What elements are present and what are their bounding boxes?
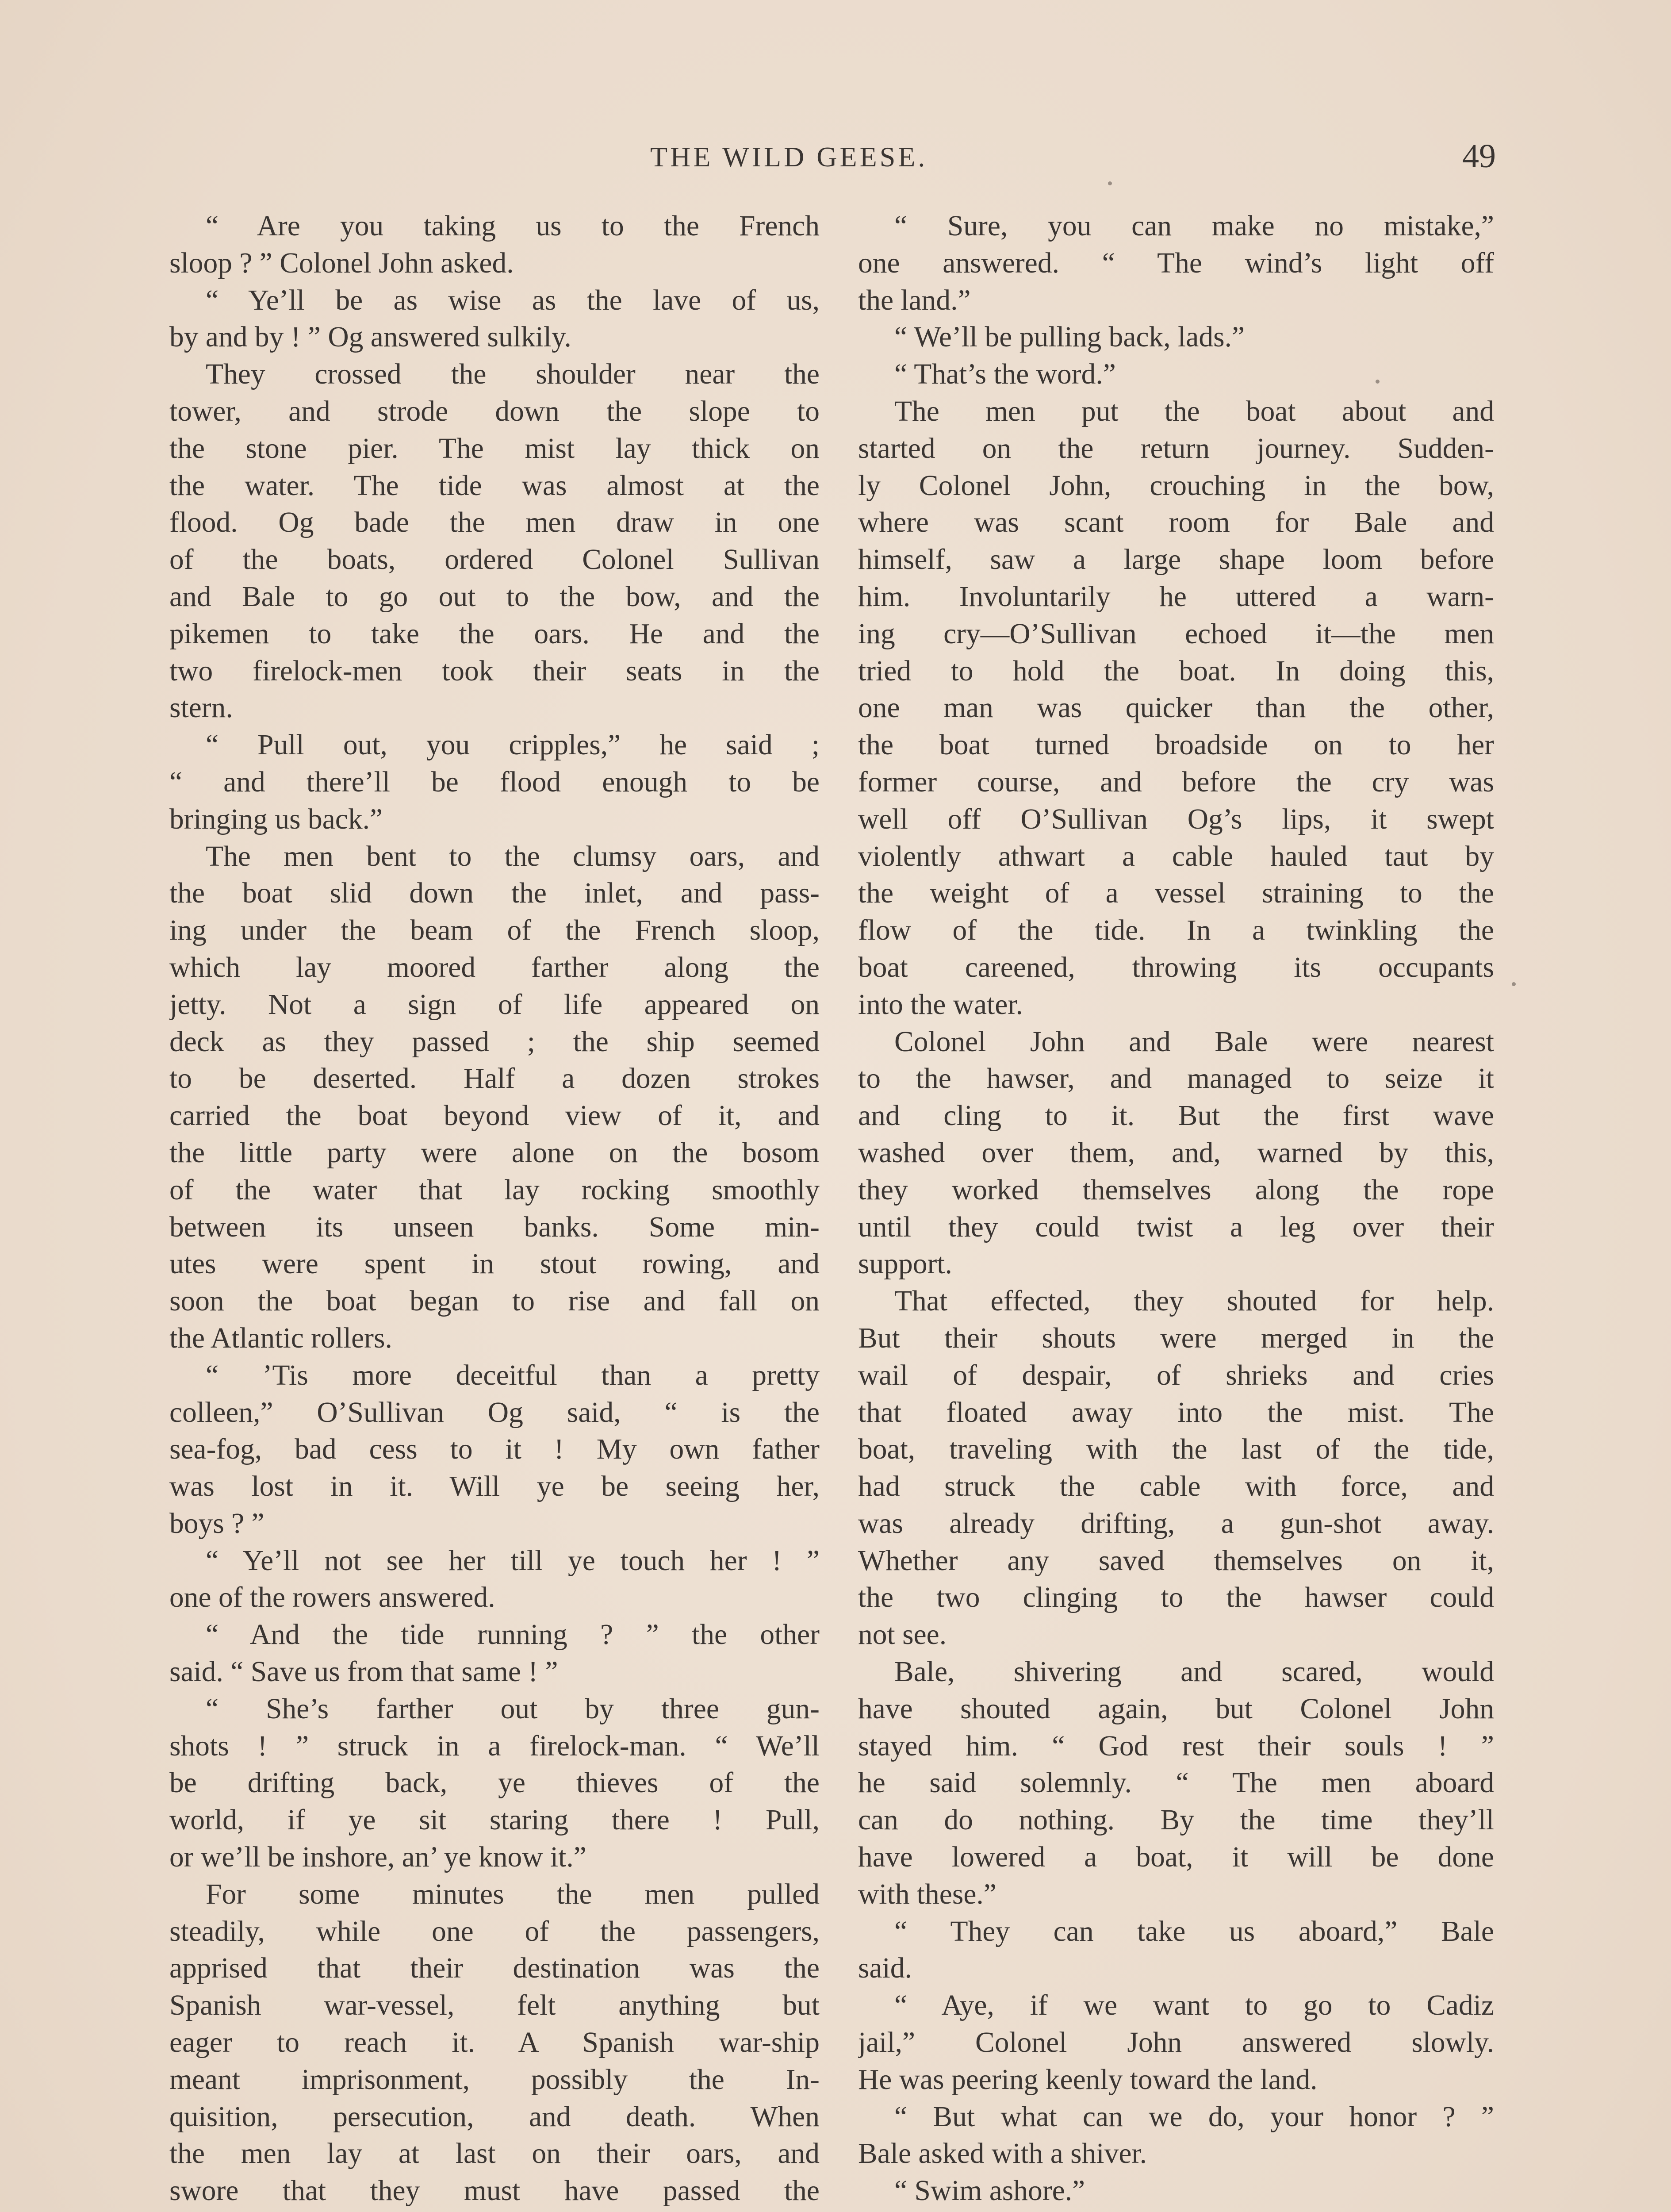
right-column-text-line: He was peering keenly toward the land. — [858, 2063, 1318, 2096]
right-column-text-line: “ They can take us aboard,” Bale — [894, 1915, 1494, 1947]
right-column-text-line: well off O’Sullivan Og’s lips, it swept — [858, 803, 1494, 835]
right-column-text-line: “ We’ll be pulling back, lads.” — [894, 321, 1245, 353]
right-column-text-line: stayed him. “ God rest their souls ! ” — [858, 1730, 1494, 1762]
right-column-text-line — [858, 2210, 1494, 2212]
left-column-text-line: “ Are you taking us to the French — [206, 210, 820, 242]
text-column-right — [858, 208, 1494, 2212]
right-column-text-line: “ That’s the word.” — [894, 358, 1116, 391]
left-column-text-line: be drifting back, ye thieves of the — [169, 1767, 820, 1799]
running-title: THE WILD GEESE. — [650, 141, 928, 173]
left-column-text-line: world, if ye sit staring there ! Pull, — [169, 1804, 820, 1836]
text-column-left — [169, 208, 820, 2212]
right-column-text-line: wail of despair, of shrieks and cries — [858, 1359, 1494, 1391]
left-column-text-line: sloop ? ” Colonel John asked. — [169, 247, 514, 279]
left-column-text-line: the boat slid down the inlet, and pass- — [169, 877, 820, 910]
left-column-text-line: sea-fog, bad cess to it ! My own father — [169, 1433, 820, 1466]
left-column-text-line: quisition, persecution, and death. When — [169, 2101, 820, 2133]
right-column-text-line: had struck the cable with force, and — [858, 1471, 1494, 1503]
right-column-text-line: “ But what can we do, your honor ? ” — [894, 2101, 1494, 2133]
left-column-text-line: boys ? ” — [169, 1507, 264, 1540]
right-column-text-line: ing cry—O’Sullivan echoed it—the men — [858, 618, 1494, 650]
left-column-text-line: was lost in it. Will ye be seeing her, — [169, 1471, 820, 1503]
left-column-text-line: one of the rowers answered. — [169, 1582, 495, 1614]
left-column-text-line: which lay moored farther along the — [169, 951, 820, 983]
left-column-text-line: tower, and strode down the slope to — [169, 395, 820, 427]
left-column-text-line: “ ’Tis more deceitful than a pretty — [206, 1359, 820, 1391]
left-column-text-line: said. “ Save us from that same ! ” — [169, 1656, 558, 1688]
right-column-text-line: “ Aye, if we want to go to Cadiz — [894, 1989, 1494, 2022]
right-column-text-line: Colonel John and Bale were nearest — [894, 1025, 1494, 1058]
right-column-text-line: boat careened, throwing its occupants — [858, 951, 1494, 983]
right-column-text-line: was already drifting, a gun-shot away. — [858, 1507, 1494, 1540]
left-column-text-line: by and by ! ” Og answered sulkily. — [169, 321, 571, 353]
left-column-text-line: “ She’s farther out by three gun- — [206, 1693, 820, 1725]
right-column-text-line: he said solemnly. “ The men aboard — [858, 1767, 1494, 1799]
right-column-text-line: said. — [858, 1952, 912, 1985]
left-column-text-line: steadily, while one of the passengers, — [169, 1915, 820, 1947]
print-speck — [1512, 982, 1516, 986]
right-column-text-line: “ Swim ashore.” — [894, 2175, 1085, 2207]
right-column-text-line: washed over them, and, warned by this, — [858, 1137, 1494, 1169]
right-column-text-line: him. Involuntarily he uttered a warn- — [858, 580, 1494, 613]
right-column-text-line: one man was quicker than the other, — [858, 692, 1494, 724]
left-column-text-line: “ Pull out, you cripples,” he said ; — [206, 729, 820, 761]
right-column-text-line: That effected, they shouted for help. — [894, 1285, 1494, 1317]
left-column-text-line: stern. — [169, 692, 233, 724]
left-column-text-line — [169, 2210, 820, 2212]
right-column-text-line: one answered. “ The wind’s light off — [858, 247, 1494, 279]
left-column-text-line: ing under the beam of the French sloop, — [169, 914, 820, 947]
left-column-text-line: apprised that their destination was the — [169, 1952, 820, 1985]
left-column-text-line: meant imprisonment, possibly the In- — [169, 2063, 820, 2096]
left-column-text-line: the Atlantic rollers. — [169, 1322, 392, 1354]
left-column-text-line: colleen,” O’Sullivan Og said, “ is the — [169, 1396, 820, 1429]
left-column-text-line: shots ! ” struck in a firelock-man. “ We’ll — [169, 1730, 820, 1762]
left-column-text-line: The men bent to the clumsy oars, and — [206, 840, 820, 872]
left-column-text-line: the water. The tide was almost at the — [169, 469, 820, 502]
right-column-text-line: until they could twist a leg over their — [858, 1211, 1494, 1243]
left-column-text-line: swore that they must have passed the — [169, 2175, 820, 2207]
right-column-text-line: The men put the boat about and — [894, 395, 1494, 427]
right-column-text-line: Whether any saved themselves on it, — [858, 1544, 1494, 1577]
left-column-text-line: “ Ye’ll not see her till ye touch her ! ” — [206, 1544, 820, 1577]
page-number: 49 — [1462, 138, 1496, 175]
right-column-text-line: with these.” — [858, 1878, 996, 1910]
right-column-text-line: ly Colonel John, crouching in the bow, — [858, 469, 1494, 502]
right-column-text-line: the boat turned broadside on to her — [858, 729, 1494, 761]
right-column-text-line: boat, traveling with the last of the tide, — [858, 1433, 1494, 1466]
right-column-text-line: violently athwart a cable hauled taut by — [858, 840, 1494, 872]
left-column-text-line: soon the boat began to rise and fall on — [169, 1285, 820, 1317]
right-column-text-line: into the water. — [858, 988, 1023, 1021]
left-column-text-line: the little party were alone on the bosom — [169, 1137, 820, 1169]
left-column-text-line: “ and there’ll be flood enough to be — [169, 766, 820, 798]
left-column-text-line: deck as they passed ; the ship seemed — [169, 1025, 820, 1058]
right-column-text-line: “ Sure, you can make no mistake,” — [894, 210, 1494, 242]
left-column-text-line: For some minutes the men pulled — [206, 1878, 820, 1910]
left-column-text-line: between its unseen banks. Some min- — [169, 1211, 820, 1243]
right-column-text-line: where was scant room for Bale and — [858, 507, 1494, 539]
right-column-text-line: and cling to it. But the first wave — [858, 1100, 1494, 1132]
right-column-text-line: not see. — [858, 1619, 947, 1651]
left-column-text-line: flood. Og bade the men draw in one — [169, 507, 820, 539]
left-column-text-line: carried the boat beyond view of it, and — [169, 1100, 820, 1132]
left-column-text-line: of the boats, ordered Colonel Sullivan — [169, 544, 820, 576]
left-column-text-line: utes were spent in stout rowing, and — [169, 1248, 820, 1280]
right-column-text-line: they worked themselves along the rope — [858, 1174, 1494, 1206]
right-column-text-line: flow of the tide. In a twinkling the — [858, 914, 1494, 947]
left-column-text-line: bringing us back.” — [169, 803, 383, 835]
right-column-text-line: to the hawser, and managed to seize it — [858, 1063, 1494, 1095]
right-column-text-line: have lowered a boat, it will be done — [858, 1841, 1494, 1874]
left-column-text-line: of the water that lay rocking smoothly — [169, 1174, 820, 1206]
right-column-text-line: Bale asked with a shiver. — [858, 2138, 1147, 2170]
left-column-text-line: to be deserted. Half a dozen strokes — [169, 1063, 820, 1095]
left-column-text-line: two firelock-men took their seats in the — [169, 655, 820, 687]
left-column-text-line: pikemen to take the oars. He and the — [169, 618, 820, 650]
left-column-text-line: Spanish war-vessel, felt anything but — [169, 1989, 820, 2022]
left-column-text-line: “ And the tide running ? ” the other — [206, 1619, 820, 1651]
right-column-text-line: jail,” Colonel John answered slowly. — [858, 2027, 1494, 2059]
right-column-text-line: himself, saw a large shape loom before — [858, 544, 1494, 576]
right-column-text-line: support. — [858, 1248, 952, 1280]
right-column-text-line: former course, and before the cry was — [858, 766, 1494, 798]
right-column-text-line: that floated away into the mist. The — [858, 1396, 1494, 1429]
left-column-text-line: eager to reach it. A Spanish war-ship — [169, 2027, 820, 2059]
left-column-text-line: “ Ye’ll be as wise as the lave of us, — [206, 284, 820, 316]
right-column-text-line: have shouted again, but Colonel John — [858, 1693, 1494, 1725]
right-column-text-line: started on the return journey. Sudden- — [858, 432, 1494, 465]
left-column-text-line: and Bale to go out to the bow, and the — [169, 580, 820, 613]
right-column-text-line: Bale, shivering and scared, would — [894, 1656, 1494, 1688]
right-column-text-line: the land.” — [858, 284, 971, 316]
print-speck — [1376, 380, 1380, 384]
left-column-text-line: the stone pier. The mist lay thick on — [169, 432, 820, 465]
right-column-text-line: can do nothing. By the time they’ll — [858, 1804, 1494, 1836]
print-speck — [1108, 181, 1112, 185]
right-column-text-line: But their shouts were merged in the — [858, 1322, 1494, 1354]
left-column-text-line: or we’ll be inshore, an’ ye know it.” — [169, 1841, 586, 1874]
right-column-text-line: the two clinging to the hawser could — [858, 1582, 1494, 1614]
right-column-text-line: tried to hold the boat. In doing this, — [858, 655, 1494, 687]
left-column-text-line: the men lay at last on their oars, and — [169, 2138, 820, 2170]
left-column-text-line: jetty. Not a sign of life appeared on — [169, 988, 820, 1021]
left-column-text-line: They crossed the shoulder near the — [206, 358, 820, 391]
right-column-text-line: the weight of a vessel straining to the — [858, 877, 1494, 910]
